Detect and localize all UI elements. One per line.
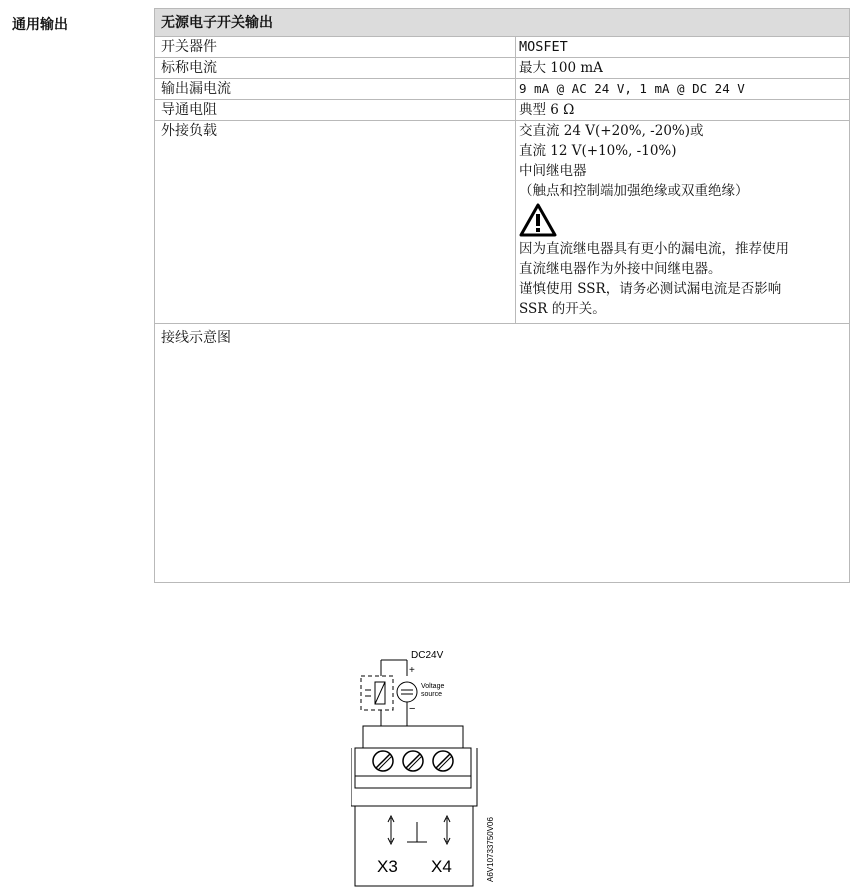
screw-icon <box>403 751 423 771</box>
section-title: 通用输出 <box>12 17 68 33</box>
spec-table <box>154 8 850 882</box>
supply-label: DC24V <box>411 650 444 661</box>
table-row <box>155 121 849 324</box>
device-outline <box>355 806 473 886</box>
arrow-icon <box>444 816 450 844</box>
minus-sign: − <box>409 703 416 715</box>
terminal-label-x3: X3 <box>377 857 398 876</box>
terminal-label-x4: X4 <box>431 857 452 876</box>
row-label: 输出漏电流 <box>161 81 231 97</box>
row-label: 开关器件 <box>161 39 217 55</box>
note-line: SSR 的开关。 <box>519 301 606 317</box>
plus-sign: + <box>409 665 415 676</box>
warning-triangle-icon <box>519 203 789 239</box>
load-line: （触点和控制端加强绝缘或双重绝缘） <box>519 183 749 199</box>
table-row <box>155 324 849 882</box>
load-line: 交直流 24 V(+20%, -20%)或 <box>519 123 704 139</box>
terminal-block-top <box>363 726 463 748</box>
source-label: Voltage <box>421 683 445 690</box>
load-line: 直流 12 V(+10%, -10%) <box>519 143 677 159</box>
row-label: 外接负载 <box>161 123 217 139</box>
row-value: 典型 6 Ω <box>519 102 575 118</box>
row-label: 接线示意图 <box>161 330 231 346</box>
row-label: 导通电阻 <box>161 102 217 118</box>
table-row <box>155 100 849 121</box>
row-value: MOSFET <box>519 39 568 55</box>
row-label: 标称电流 <box>161 60 217 76</box>
screw-icon <box>433 751 453 771</box>
ground-icon <box>407 822 427 842</box>
note-line: 直流继电器作为外接中间继电器。 <box>519 261 722 277</box>
drawing-code: A6V10733750V06 <box>486 817 495 882</box>
row-value: 最大 100 mA <box>519 60 603 76</box>
row-value <box>519 121 789 319</box>
table-row <box>155 79 849 100</box>
screw-icon <box>373 751 393 771</box>
arrow-icon <box>388 816 394 844</box>
source-label: source <box>421 691 443 698</box>
row-value: 9 mA @ AC 24 V, 1 mA @ DC 24 V <box>519 81 745 96</box>
table-header: 无源电子开关输出 <box>155 9 849 37</box>
note-line: 因为直流继电器具有更小的漏电流，推荐使用 <box>519 241 789 257</box>
wiring-diagram <box>351 646 511 896</box>
note-line: 谨慎使用 SSR，请务必测试漏电流是否影响 <box>519 281 782 297</box>
voltage-source-icon <box>397 682 417 702</box>
load-line: 中间继电器 <box>519 163 587 179</box>
table-row <box>155 37 849 58</box>
table-row <box>155 58 849 79</box>
